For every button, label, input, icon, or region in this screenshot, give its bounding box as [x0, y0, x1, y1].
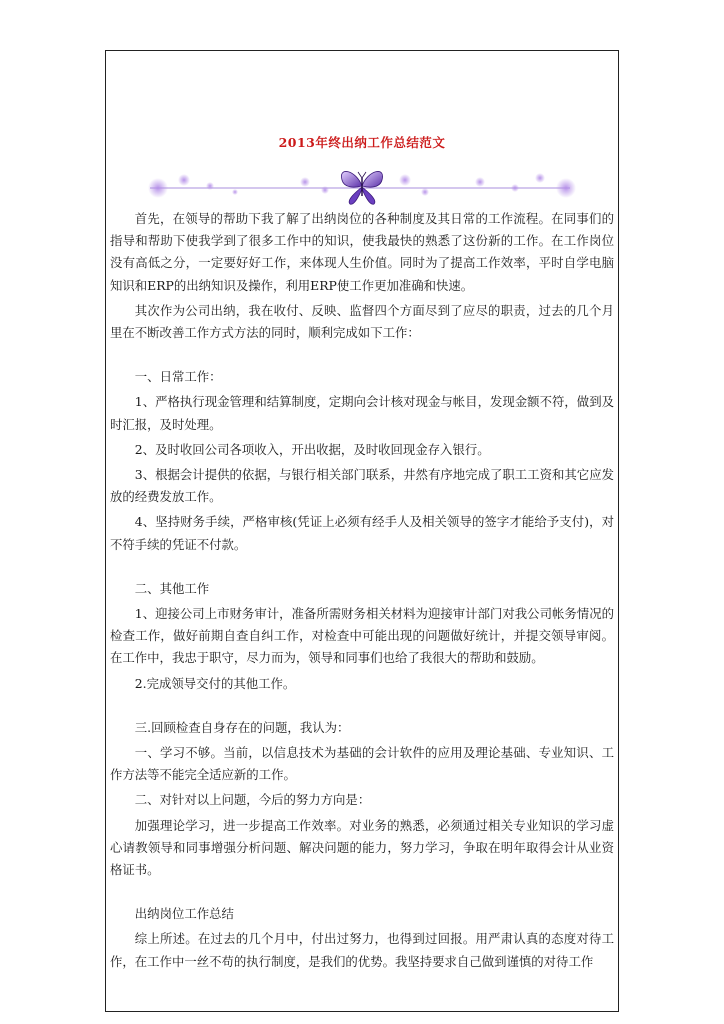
section-heading-review: 三.回顾检查自身存在的问题，我认为： — [134, 719, 350, 735]
list-item-daily-1: 1、严格执行现金管理和结算制度，定期向会计核对现金与帐目，发现金额不符，做到及时汇报，及时处理。 — [110, 394, 614, 432]
list-item-daily-2: 2、及时收回公司各项收入，开出收据，及时收回现金存入银行。 — [134, 441, 490, 457]
paragraph-intro: 首先，在领导的帮助下我了解了出纳岗位的各种制度及其日常的工作流程。在同事们的指导和帮助下使我学到了很多工作中的知识，使我最快的熟悉了这份新的工作。在工作岗位没有高低之分，一定要好好工作，来体现人生价值。同时为了提高工作效率，平时自学电脑知识和ERP的出纳知识及操作，利用ERP使工作更加准确和快速。 — [110, 211, 614, 293]
paragraph-improvement: 加强理论学习，进一步提高工作效率。对业务的熟悉，必须通过相关专业知识的学习虚心请教领导和同事增强分析问题、解决问题的能力，努力学习，争取在明年取得会计从业资格证书。 — [110, 817, 614, 878]
section-heading-other-work: 二、其他工作 — [134, 580, 210, 596]
document-title: 2013年终出纳工作总结范文 — [278, 135, 446, 150]
paragraph-summary: 综上所述。在过去的几个月中，付出过努力，也得到过回报。用严肃认真的态度对待工作，在工作中一丝不苟的执行制度，是我们的优势。我坚持要求自己做到谨慎的对待工作 — [110, 931, 614, 969]
list-item-other-1: 1、迎接公司上市财务审计，准备所需财务相关材料为迎接审计部门对我公司帐务情况的检查工作，做好前期自查自纠工作，对检查中可能出现的问题做好统计，并提交领导审阅。在工作中，我忠于职守，尽力而为，领导和同事们也给了我很大的帮助和鼓励。 — [110, 606, 614, 666]
section-heading-daily-work: 一、日常工作： — [134, 369, 222, 385]
butterfly-divider-ornament — [140, 166, 580, 206]
document-body — [110, 208, 614, 973]
list-item-daily-4: 4、坚持财务手续，严格审核(凭证上必须有经手人及相关领导的签字才能给予支付)，对不符手续的凭证不付款。 — [110, 514, 614, 552]
section-heading-summary: 出纳岗位工作总结 — [134, 906, 234, 922]
paragraph-duties: 其次作为公司出纳，我在收付、反映、监督四个方面尽到了应尽的职责，过去的几个月里在不断改善工作方式方法的同时，顺利完成如下工作： — [110, 302, 614, 341]
list-item-daily-3: 3、根据会计提供的依据，与银行相关部门联系，井然有序地完成了职工工资和其它应发放的经费发放工作。 — [110, 467, 614, 505]
list-item-review-1: 一、学习不够。当前，以信息技术为基础的会计软件的应用及理论基础、专业知识、工作方法等不能完全适应新的工作。 — [110, 745, 614, 783]
list-item-other-2: 2.完成领导交付的其他工作。 — [134, 675, 296, 691]
list-item-review-2: 二、对针对以上问题，今后的努力方向是： — [134, 792, 371, 808]
